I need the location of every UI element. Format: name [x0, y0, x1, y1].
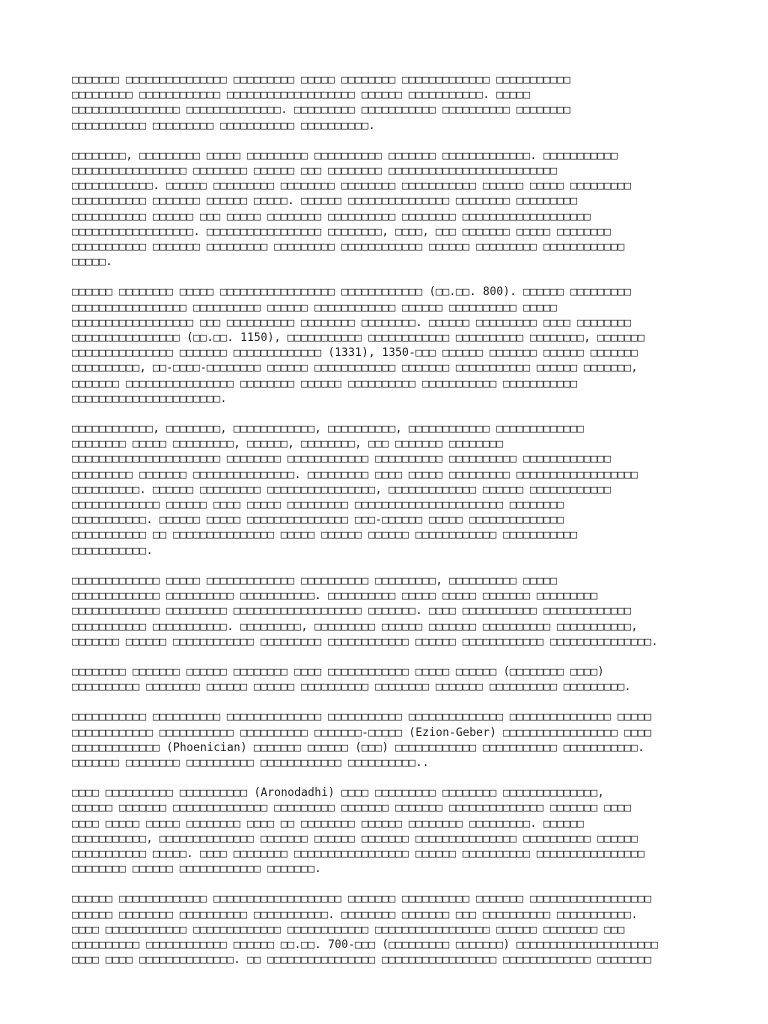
- text-line: □□□□□□□□, □□□□□□□□□ □□□□□ □□□□□□□□□ □□□□□□□□□□ □□□□□□□ □□□□□□□□□□□□□. □□□□□□□□□□□: [72, 148, 618, 162]
- text-line: □□□□□□ □□□□□□□ □□□□□□□□□□□□□□ □□□□□□□□□ □□□□□□□ □□□□□□□ □□□□□□□□□□□□□□ □□□□□□□ □□□□: [72, 801, 632, 815]
- paragraph: [72, 891, 712, 967]
- text-line: □□□□□□□□□□□, □□□□□□□□□□□□□□ □□□□□□□ □□□□□□ □□□□□□□ □□□□□□□□□□□□□□□ □□□□□□□□□□ □□□□□□: [72, 831, 638, 845]
- text-line: □□□□□□□□□□□ □□ □□□□□□□□□□□□□□□ □□□□□ □□□□□□ □□□□□□ □□□□□□□□□□□□ □□□□□□□□□□□: [72, 528, 578, 542]
- text-line: □□□□ □□□□□ □□□□□ □□□□□□□□ □□□□ □□ □□□□□□□□ □□□□□□ □□□□□□□□ □□□□□□□□□. □□□□□□: [72, 816, 584, 830]
- text-line: □□□□□□□□□□□□, □□□□□□□□, □□□□□□□□□□□□, □□□□□□□□□□, □□□□□□□□□□□□ □□□□□□□□□□□□□: [72, 422, 584, 436]
- text-line: □□□□□□□□□□□ □□□□□□□□□ □□□□□□□□□□□ □□□□□□□□□□.: [72, 118, 376, 132]
- text-line: □□□□□□□□□□□□□□□□□□□□□□ □□□□□□□□ □□□□□□□□□□□□ □□□□□□□□□□ □□□□□□□□□□ □□□□□□□□□□□□□: [72, 452, 611, 466]
- text-line: □□□□□□□□ □□□□□ □□□□□□□□□, □□□□□□, □□□□□□□□, □□□ □□□□□□□ □□□□□□□□: [72, 437, 504, 451]
- text-line: □□□□□□□□□□. □□□□□□ □□□□□□□□□ □□□□□□□□□□□□□□□□, □□□□□□□□□□□□□ □□□□□□ □□□□□□□□□□□□: [72, 482, 611, 496]
- text-line: □□□□□□□□ □□□□□□□ □□□□□□ □□□□□□□□ □□□□ □□□□□□□□□□□□ □□□□□ □□□□□□ (□□□□□□□□ □□□□): [72, 664, 605, 678]
- document-body: [72, 72, 712, 982]
- text-line: □□□□□□□□□□□□□□□□ □□□□□□□□□□□□□□. □□□□□□□□□ □□□□□□□□□□□ □□□□□□□□□□ □□□□□□□□: [72, 103, 571, 117]
- text-line: □□□□□□□□□□□□ □□□□□□□□□□□ □□□□□□□□□□ □□□□□□□-□□□□□ (Ezion-Geber) □□□□□□□□□□□□□□□□□ □□□□: [72, 725, 652, 739]
- text-line: □□□□□□□□□□□□□ □□□□□□□□□□ □□□□□□□□□□□. □□□□□□□□□□ □□□□□ □□□□□ □□□□□□□ □□□□□□□□□: [72, 589, 598, 603]
- text-line: □□□□□□ □□□□□□□□□□□□□ □□□□□□□□□□□□□□□□□□□ □□□□□□□ □□□□□□□□□□ □□□□□□□ □□□□□□□□□□□□□□□□□□: [72, 892, 652, 906]
- paragraph: [72, 664, 712, 694]
- paragraph: [72, 785, 712, 876]
- text-line: □□□□□□□□□□□□□□□□□ □□□□□□□□ □□□□□□ □□□ □□□□□□□□ □□□□□□□□□□□□□□□□□□□□□□□□□: [72, 164, 557, 178]
- text-line: □□□□□□□□□□□□□□□□□□□□□□.: [72, 391, 227, 405]
- paragraph: [72, 72, 712, 133]
- paragraph: [72, 573, 712, 649]
- text-line: □□□□□□□ □□□□□□□□ □□□□□□□□□□ □□□□□□□□□□□□ □□□□□□□□□□..: [72, 755, 429, 769]
- text-line: □□□□ □□□□□□□□□□□□ □□□□□□□□□□□□□ □□□□□□□□□□□□ □□□□□□□□□□□□□□□□□ □□□□□□ □□□□□□□□ □□□: [72, 922, 625, 936]
- paragraph: [72, 421, 712, 558]
- text-line: □□□□□□□ □□□□□□ □□□□□□□□□□□□ □□□□□□□□□ □□□□□□□□□□□□ □□□□□□ □□□□□□□□□□□□ □□□□□□□□□□□□□□□.: [72, 634, 658, 648]
- text-line: □□□□□□□□□□□□□ □□□□□□ □□□□ □□□□□ □□□□□□□□□ □□□□□□□□□□□□□□□□□□□□□□ □□□□□□□□: [72, 498, 564, 512]
- text-line: □□□□□□□□ □□□□□□ □□□□□□□□□□□□ □□□□□□□.: [72, 862, 322, 876]
- text-line: □□□□□□□□□□ □□□□□□□□ □□□□□□ □□□□□□ □□□□□□□□□□ □□□□□□□□ □□□□□□□ □□□□□□□□□□ □□□□□□□□□.: [72, 680, 632, 694]
- text-line: □□□□□□ □□□□□□□□ □□□□□ □□□□□□□□□□□□□□□□□ □□□□□□□□□□□□ (□□.□□. 800). □□□□□□ □□□□□□□□□: [72, 285, 632, 299]
- text-line: □□□□□□□□□□ □□□□□□□□□□□□ □□□□□□ □□.□□. 700-□□□ (□□□□□□□□□ □□□□□□□) □□□□□□□□□□□□□□□□□□□□□: [72, 937, 658, 951]
- text-line: □□□□□□□□□□□ □□□□□□□ □□□□□□ □□□□□. □□□□□□ □□□□□□□□□□□□□□□ □□□□□□□□ □□□□□□□□□: [72, 194, 578, 208]
- text-line: □□□□□□□□□□□ □□□□□□ □□□ □□□□□ □□□□□□□□ □□□□□□□□□□ □□□□□□□□ □□□□□□□□□□□□□□□□□□□: [72, 209, 591, 223]
- text-line: □□□□□□□□□□□. □□□□□□ □□□□□ □□□□□□□□□□□□□□□ □□□-□□□□□□ □□□□□ □□□□□□□□□□□□□□: [72, 513, 564, 527]
- text-line: □□□□□□□□□□□.: [72, 543, 153, 557]
- text-line: □□□□□□□□□□□□□□□□□□ □□□ □□□□□□□□□□ □□□□□□□□ □□□□□□□□. □□□□□□ □□□□□□□□□ □□□□ □□□□□□□□: [72, 315, 632, 329]
- text-line: □□□□□□□□□ □□□□□□□ □□□□□□□□□□□□□□□. □□□□□□□□□ □□□□ □□□□□ □□□□□□□□□ □□□□□□□□□□□□□□□□□□: [72, 467, 638, 481]
- text-line: □□□□ □□□□□□□□□□ □□□□□□□□□□ (Aronodadhi) □□□□ □□□□□□□□□ □□□□□□□□ □□□□□□□□□□□□□□,: [72, 786, 605, 800]
- text-line: □□□□□□□□□□□ □□□□□□□ □□□□□□□□□ □□□□□□□□□ □□□□□□□□□□□□ □□□□□□ □□□□□□□□□ □□□□□□□□□□□□: [72, 240, 625, 254]
- text-line: □□□□□□□□□□□ □□□□□. □□□□ □□□□□□□□ □□□□□□□□□□□□□□□□□ □□□□□□ □□□□□□□□□□ □□□□□□□□□□□□□□□□: [72, 846, 645, 860]
- text-line: □□□□□□□□□□□□□ (Phoenician) □□□□□□□ □□□□□□ (□□□) □□□□□□□□□□□□ □□□□□□□□□□□ □□□□□□□□□□□.: [72, 740, 645, 754]
- text-line: □□□□□□□□□□□□□□□□□□. □□□□□□□□□□□□□□□□□ □□□□□□□□, □□□□, □□□ □□□□□□□ □□□□□ □□□□□□□□: [72, 224, 611, 238]
- text-line: □□□□□□□□□□□□□ □□□□□ □□□□□□□□□□□□□ □□□□□□□□□□ □□□□□□□□□, □□□□□□□□□□ □□□□□: [72, 573, 557, 587]
- paragraph: [72, 284, 712, 406]
- text-line: □□□□□□□□□□□□□□□ □□□□□□□ □□□□□□□□□□□□□ (1331), 1350-□□□ □□□□□□ □□□□□□□ □□□□□□ □□□□□□□: [72, 346, 638, 360]
- text-line: □□□□ □□□□ □□□□□□□□□□□□□□. □□ □□□□□□□□□□□□□□□□ □□□□□□□□□□□□□□□□□ □□□□□□□□□□□□□ □□□□□□□□: [72, 953, 652, 967]
- text-line: □□□□□□□ □□□□□□□□□□□□□□□ □□□□□□□□□ □□□□□ □□□□□□□□ □□□□□□□□□□□□□ □□□□□□□□□□□: [72, 73, 571, 86]
- paragraph: [72, 148, 712, 270]
- paragraph: [72, 709, 712, 770]
- text-line: □□□□□□ □□□□□□□□ □□□□□□□□□□ □□□□□□□□□□□. □□□□□□□□ □□□□□□□ □□□ □□□□□□□□□□ □□□□□□□□□□□.: [72, 907, 638, 921]
- text-line: □□□□□□□□□□, □□-□□□□-□□□□□□□□ □□□□□□ □□□□□□□□□□□□ □□□□□□□ □□□□□□□□□□□ □□□□□□ □□□□□□□,: [72, 361, 638, 375]
- text-line: □□□□□□□□□□□□. □□□□□□ □□□□□□□□□ □□□□□□□□ □□□□□□□□ □□□□□□□□□□□ □□□□□□ □□□□□ □□□□□□□□□: [72, 179, 632, 193]
- text-line: □□□□□□□□□□□ □□□□□□□□□□□. □□□□□□□□□, □□□□□□□□□ □□□□□□ □□□□□□□ □□□□□□□□□□ □□□□□□□□□□□,: [72, 619, 638, 633]
- text-line: □□□□□□□□□□□ □□□□□□□□□□ □□□□□□□□□□□□□□ □□□□□□□□□□□ □□□□□□□□□□□□□□ □□□□□□□□□□□□□□□ □□□□□: [72, 710, 652, 724]
- text-line: □□□□□□□□□ □□□□□□□□□□□□ □□□□□□□□□□□□□□□□□□□ □□□□□□ □□□□□□□□□□□. □□□□□: [72, 88, 531, 102]
- text-line: □□□□□.: [72, 255, 113, 269]
- text-line: □□□□□□□□□□□□□□□□ (□□.□□. 1150), □□□□□□□□□□□ □□□□□□□□□□□□ □□□□□□□□□□ □□□□□□□□, □□□□□□□: [72, 331, 645, 345]
- text-line: □□□□□□□□□□□□□ □□□□□□□□□ □□□□□□□□□□□□□□□□□□□ □□□□□□□. □□□□ □□□□□□□□□□□ □□□□□□□□□□□□□: [72, 604, 632, 618]
- text-line: □□□□□□□□□□□□□□□□□ □□□□□□□□□□ □□□□□□ □□□□□□□□□□□□ □□□□□□ □□□□□□□□□□ □□□□□: [72, 300, 557, 314]
- text-line: □□□□□□□ □□□□□□□□□□□□□□□□ □□□□□□□□ □□□□□□ □□□□□□□□□□ □□□□□□□□□□□ □□□□□□□□□□□: [72, 376, 578, 390]
